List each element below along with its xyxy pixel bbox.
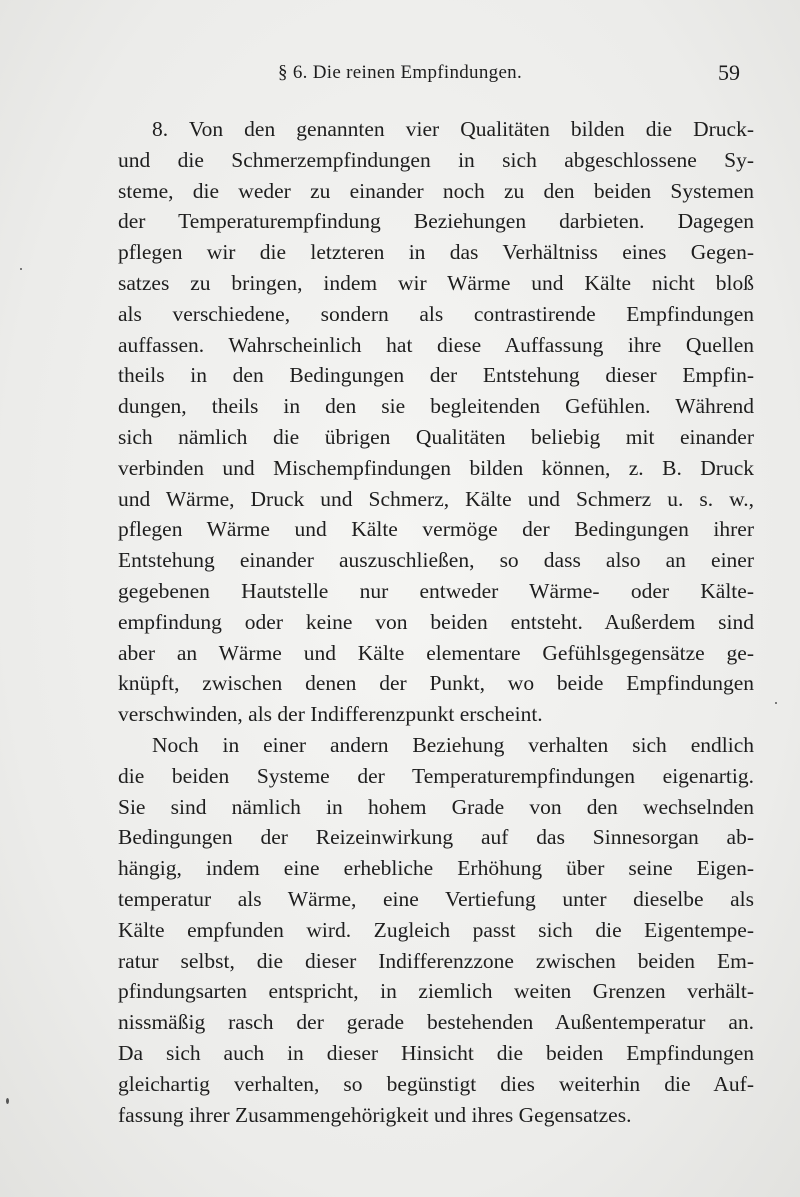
text-line: ratur selbst, die dieser Indifferenzzone zwischen beiden Em- [118,948,754,973]
text-line: aber an Wärme und Kälte elementare Gefühlsgegensätze ge- [118,640,754,665]
text-line: steme, die weder zu einander noch zu den beiden Systemen [118,178,754,203]
body-text [118,114,754,1130]
text-line: pflegen Wärme und Kälte vermöge der Bedingungen ihrer [118,517,754,542]
text-line: Noch in einer andern Beziehung verhalten sich endlich [152,732,754,757]
text-line: Da sich auch in dieser Hinsicht die beiden Empfindungen [118,1040,754,1065]
text-line: Kälte empfunden wird. Zugleich passt sich die Eigentempe- [118,917,754,942]
paper-speck [20,268,22,270]
text-line: und Wärme, Druck und Schmerz, Kälte und Schmerz u. s. w., [118,486,754,511]
text-line: Entstehung einander auszuschließen, so dass also an einer [118,548,754,573]
paragraph-1 [118,114,754,730]
text-line: als verschiedene, sondern als contrastirende Empfindungen [118,301,754,326]
running-head: § 6. Die reinen Empfindungen. [278,62,523,83]
text-line: gegebenen Hautstelle nur entweder Wärme- oder Kälte- [118,578,754,603]
text-line: die beiden Systeme der Temperaturempfindungen eigenartig. [118,763,754,788]
text-line: pfindungsarten entspricht, in ziemlich weiten Grenzen verhält- [118,979,754,1004]
text-line: knüpft, zwischen denen der Punkt, wo beide Empfindungen [118,671,754,696]
paper-speck [6,1098,9,1104]
text-line: pflegen wir die letzteren in das Verhältniss eines Gegen- [118,240,754,265]
text-line: und die Schmerzempfindungen in sich abgeschlossene Sy- [118,147,754,172]
text-line: gleichartig verhalten, so begünstigt dies weiterhin die Auf- [118,1071,754,1096]
text-line: satzes zu bringen, indem wir Wärme und Kälte nicht bloß [118,270,754,295]
text-line: hängig, indem eine erhebliche Erhöhung über seine Eigen- [118,856,754,881]
text-line: auffassen. Wahrscheinlich hat diese Auffassung ihre Quellen [118,332,754,357]
text-line: dungen, theils in den sie begleitenden Gefühlen. Während [118,394,754,419]
text-line: nissmäßig rasch der gerade bestehenden Außentemperatur an. [118,1010,754,1035]
text-line: der Temperaturempfindung Beziehungen darbieten. Dagegen [118,209,754,234]
page-number: 59 [718,60,740,85]
text-line: verschwinden, als der Indifferenzpunkt erscheint. [118,702,543,727]
text-line: verbinden und Mischempfindungen bilden können, z. B. Druck [118,455,754,480]
text-line: temperatur als Wärme, eine Vertiefung unter dieselbe als [118,886,754,911]
paragraph-2 [118,730,754,1130]
text-line: 8. Von den genannten vier Qualitäten bilden die Druck- [152,117,754,141]
text-line: theils in den Bedingungen der Entstehung dieser Empfin- [118,363,754,388]
paper-speck [775,702,777,704]
text-line: fassung ihrer Zusammengehörigkeit und ihres Gegensatzes. [118,1102,632,1127]
text-line: empfindung oder keine von beiden entsteht. Außerdem sind [118,609,754,634]
text-line: sich nämlich die übrigen Qualitäten beliebig mit einander [118,424,754,449]
text-line: Bedingungen der Reizeinwirkung auf das Sinnesorgan ab- [118,825,754,850]
page-header [118,62,740,92]
text-line: Sie sind nämlich in hohem Grade von den wechselnden [118,794,754,819]
